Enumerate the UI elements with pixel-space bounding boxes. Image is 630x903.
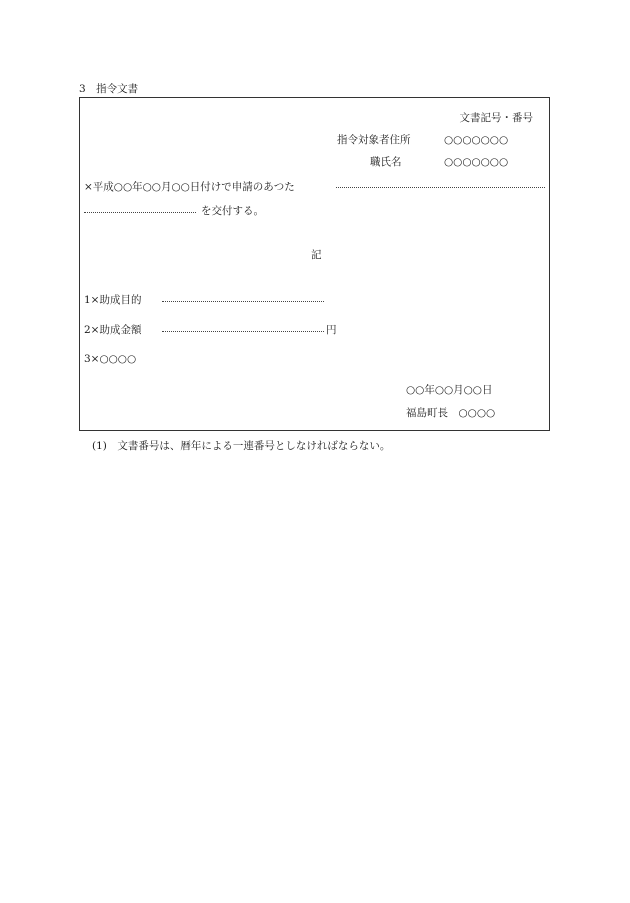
application-statement: ×平成○○年○○月○○日付けで申請のあつた — [84, 181, 295, 193]
item-three-label: 3×○○○○ — [84, 353, 137, 365]
recipient-name-value: ○○○○○○○ — [444, 156, 509, 168]
ki-heading: 記 — [311, 249, 322, 261]
footnote: (1) 文書番号は、暦年による一連番号としなければならない。 — [92, 440, 391, 452]
document-number-label: 文書記号・番号 — [459, 112, 533, 124]
recipient-address-value: ○○○○○○○ — [444, 134, 509, 146]
blank-leader-line — [336, 187, 545, 188]
purpose-leader-line — [162, 301, 324, 302]
amount-leader-line — [162, 331, 324, 332]
blank-leader-line — [84, 212, 196, 213]
directive-document-frame — [79, 97, 550, 431]
item-amount-label: 2×助成金額 — [84, 324, 142, 336]
amount-unit: 円 — [326, 324, 337, 336]
signer-line: 福島町長 ○○○○ — [406, 407, 496, 419]
section-heading: 3 指令文書 — [79, 83, 139, 95]
recipient-address-label: 指令対象者住所 — [337, 134, 411, 146]
item-purpose-label: 1×助成目的 — [84, 294, 142, 306]
recipient-name-label: 職氏名 — [370, 156, 402, 168]
grant-statement: を交付する。 — [201, 205, 264, 217]
issue-date: ○○年○○月○○日 — [406, 384, 493, 396]
